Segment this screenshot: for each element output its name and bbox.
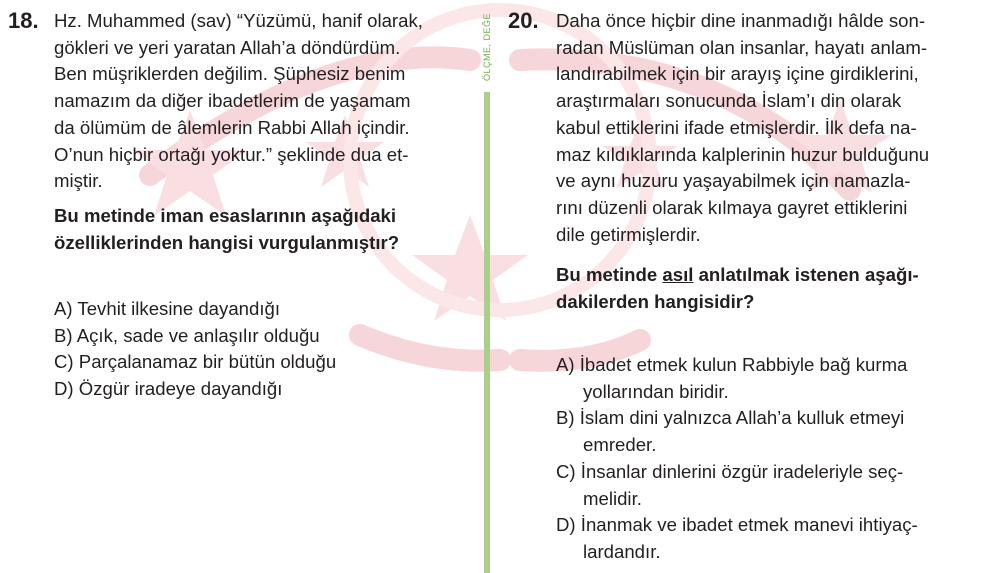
underlined-keyword: asıl — [662, 264, 694, 286]
text-line: dile getirmişlerdir. — [556, 223, 701, 245]
text-line: landırabilmek için bir arayış içine girdiklerini, — [556, 63, 919, 85]
option-a[interactable]: A) Tevhit ilkesine dayandığı — [54, 298, 281, 319]
option-b[interactable] — [556, 405, 918, 458]
question-prompt-line: özelliklerinden hangisi vurgulanmıştır? — [54, 231, 400, 253]
option-text-continued: yollarından biridir. — [583, 380, 729, 402]
answer-options — [54, 296, 336, 403]
option-text-continued: lardandır. — [583, 540, 661, 562]
prompt-segment: anlatılmak istenen aşağı- — [693, 264, 919, 286]
text-line: miştir. — [54, 170, 103, 192]
question-prompt-line: dakilerden hangisidir? — [556, 291, 755, 313]
text-line: gökleri ve yeri yaratan Allah’a döndürdüm. — [54, 36, 401, 58]
option-d[interactable] — [556, 512, 918, 565]
text-line: da ölümüm de âlemlerin Rabbi Allah içindir. — [54, 116, 410, 138]
text-line: rını düzenli olarak kılmaya gayret ettiklerini — [556, 196, 908, 218]
text-line: kabul ettiklerini ifade etmişlerdir. İlk defa na- — [556, 116, 917, 138]
option-text: B) İslam dini yalnızca Allah’a kulluk etmeyi — [556, 407, 905, 429]
text-line: araştırmaları sonucunda İslam’ı din olarak — [556, 90, 902, 112]
text-line: ve aynı huzuru yaşayabilmek için namazla- — [556, 170, 911, 192]
text-line: radan Müslüman olan insanlar, hayatı anlam- — [556, 36, 928, 58]
option-d[interactable]: D) Özgür iradeye dayandığı — [54, 378, 283, 400]
option-c[interactable]: C) Parçalanamaz bir bütün olduğu — [54, 351, 337, 373]
text-line: O’nun hiçbir ortağı yoktur.” şeklinde dua et- — [54, 143, 409, 165]
text-line: Ben müşriklerden değilim. Şüphesiz benim — [54, 63, 406, 85]
side-label-text: ÖLÇME, DEĞE — [482, 12, 492, 82]
option-text-continued: melidir. — [583, 487, 642, 509]
answer-options — [556, 352, 918, 566]
option-a[interactable] — [556, 352, 918, 405]
text-line: Daha önce hiçbir dine inanmadığı hâlde son- — [556, 10, 926, 31]
option-text: C) İnsanlar dinlerini özgür iradeleriyle seç- — [556, 460, 904, 482]
prompt-segment: Bu metinde — [556, 264, 663, 286]
side-label — [479, 2, 495, 92]
text-line: namazım da diğer ibadetlerim de yaşamam — [54, 90, 411, 112]
question-prompt-line — [556, 262, 929, 289]
question-text — [54, 8, 423, 256]
column-divider — [484, 92, 490, 573]
question-number: 20. — [508, 8, 539, 33]
option-text-continued: emreder. — [583, 434, 657, 456]
text-line: maz kıldıklarında kalplerinin huzur bulduğunu — [556, 143, 930, 165]
text-line: Hz. Muhammed (sav) “Yüzümü, hanif olarak, — [54, 10, 423, 31]
question-number: 18. — [8, 8, 39, 33]
question-text — [556, 8, 929, 316]
option-c[interactable] — [556, 459, 918, 512]
option-b[interactable]: B) Açık, sade ve anlaşılır olduğu — [54, 324, 320, 346]
question-prompt-line: Bu metinde iman esaslarının aşağıdaki — [54, 204, 397, 226]
option-text: A) İbadet etmek kulun Rabbiyle bağ kurma — [556, 354, 908, 375]
option-text: D) İnanmak ve ibadet etmek manevi ihtiyaç- — [556, 514, 918, 536]
